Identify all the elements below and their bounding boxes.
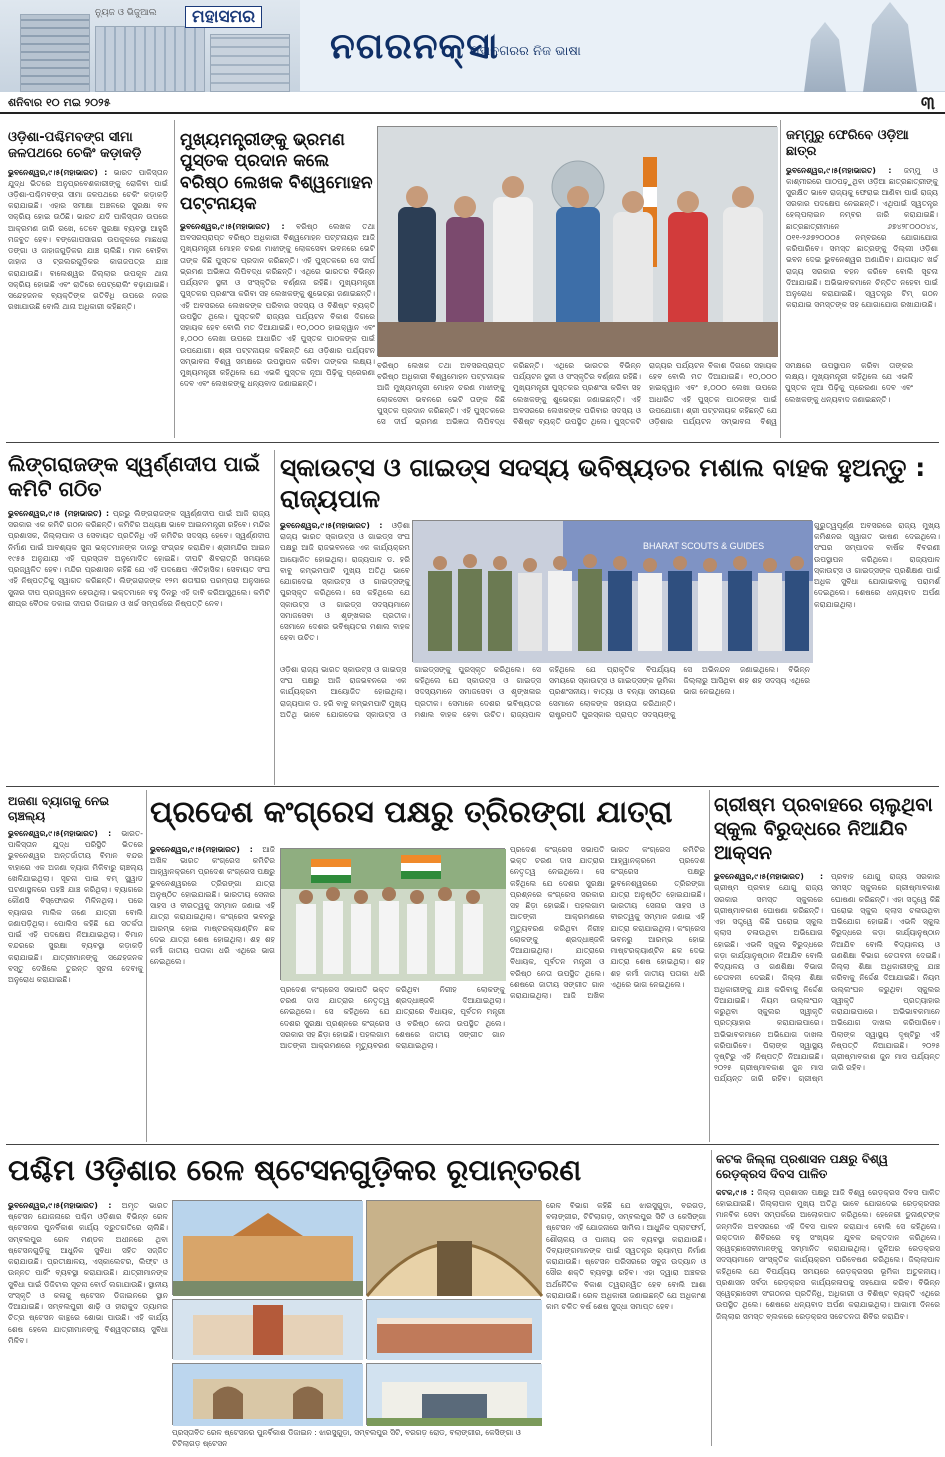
headline: ସ୍କାଉଟ୍ସ ଓ ଗାଇଡ୍ସ ସଦସ୍ୟ ଭବିଷ୍ୟତର ମଶାଲ ବାହକ ହୁଅନ୍ତୁ : ରାଜ୍ୟପାଳ: [280, 453, 926, 514]
article-lingaraj: [8, 452, 270, 782]
cm-book-release-photo: [377, 126, 777, 356]
article-book-cm-continued: ବରିଷ୍ଠ ଲେଖକ ତଥା ଅବସରପ୍ରାପ୍ତ ବରିଷ୍ଠ ଅଧିକାରୀ ବିଶ୍ୱମୋହନ ପଟ୍ଟନାୟକ ଆଜି ମୁଖ୍ୟମନ୍ତ୍ରୀ ମୋହନ ଚରଣ ମାଝୀଙ୍କୁ ଲୋକସେବା ଭବନରେ ଭେଟି ତାଙ୍କ କିଛି ପୁସ୍ତକ ପ୍ରଦାନ କରିଛନ୍ତି। ଏହି ପୁସ୍ତକରେ ସେ ଦୀର୍ଘ ଭ୍ରମଣ ଅଭିଜ୍ଞତା ଲିପିବଦ୍ଧ କରିଛନ୍ତି। ଏଥିରେ ଭାରତର ବିଭିନ୍ନ ପର୍ଯ୍ୟଟନ ସ୍ଥଳୀ ଓ ସଂସ୍କୃତିର ବର୍ଣ୍ଣନା ରହିଛି। ମୁଖ୍ୟମନ୍ତ୍ରୀ ପୁସ୍ତକର ପ୍ରଶଂସା କରିବା ସହ ଲେଖକଙ୍କୁ ଶୁଭେଚ୍ଛା ଜଣାଇଛନ୍ତି। ଏହି ଅବସରରେ ଲେଖକଙ୍କ ପରିବାର ସଦସ୍ୟ ଓ ବିଶିଷ୍ଟ ବ୍ୟକ୍ତି ଉପସ୍ଥିତ ଥିଲେ। ପୁସ୍ତକଟି ରାଜ୍ୟର ପର୍ଯ୍ୟଟନ ବିକାଶ ଦିଗରେ ସହାୟକ ହେବ ବୋଲି ମତ ଦିଆଯାଇଛି। ୧୦,୦୦୦ ହାଇକ୍ୱାନ ଏବଂ ୫,୦୦୦ ଲେଖା ଉପରେ ଆଧାରିତ ଏହି ପୁସ୍ତକ ପାଠକଙ୍କ ପାଇଁ ଉପଯୋଗୀ। ଶ୍ରୀ ପଟ୍ଟନାୟକ କହିଛନ୍ତି ଯେ ଓଡ଼ିଶାର ପର୍ଯ୍ୟଟନ ସମ୍ଭାବନା ବିଶ୍ୱ ସମକ୍ଷରେ ଉପସ୍ଥାପନ କରିବା ତାଙ୍କର ଲକ୍ଷ୍ୟ। ମୁଖ୍ୟମନ୍ତ୍ରୀ କହିଥିଲେ ଯେ ଏଭଳି ପୁସ୍ତକ ନୂଆ ପିଢ଼ିକୁ ପ୍ରେରଣା ଦେବ ଏବଂ ଲେଖକଙ୍କୁ ଧନ୍ୟବାଦ ଜଣାଇଛନ୍ତି।: [377, 361, 913, 427]
masthead-temple-illustration: [755, 0, 945, 92]
station-render-3: [172, 1299, 362, 1359]
article-body: କଟକ,୯।୫ : ଜିଲ୍ଲା ପ୍ରଶାସନ ପକ୍ଷରୁ ଆଜି ବିଶ୍ୱ ରେଡ଼କ୍ରସ ଦିବସ ପାଳିତ ହୋଇଯାଇଛି। ଜିଲ୍ଲାପାଳ ମୁଖ୍ୟ ଅତିଥି ଭାବେ ଯୋଗଦେଇ ରେଡ଼କ୍ରସର ମାନବିକ ସେବା ସମ୍ପର୍କରେ ଆଲୋକପାତ କରିଥିଲେ। ହେନେରୀ ଡୁନାଣ୍ଟଙ୍କ ଜନ୍ମଦିନ ଅବସରରେ ଏହି ଦିବସ ପାଳନ କରାଯାଏ ବୋଲି ସେ କହିଥିଲେ। ରକ୍ତଦାନ ଶିବିରରେ ବହୁ ସଂଖ୍ୟକ ଯୁବକ ରକ୍ତଦାନ କରିଥିଲେ। ସ୍ୱେଚ୍ଛାସେବୀମାନଙ୍କୁ ସମ୍ମାନିତ କରାଯାଇଥିଲା। ଜୁନିଅର ରେଡ଼କ୍ରସ ସଦସ୍ୟମାନେ ସାଂସ୍କୃତିକ କାର୍ଯ୍ୟକ୍ରମ ପରିବେଷଣ କରିଥିଲେ। ଜିଲ୍ଲାପାଳ କହିଥିଲେ ଯେ ବିପର୍ଯ୍ୟୟ ସମୟରେ ରେଡ଼କ୍ରସର ଭୂମିକା ଅତୁଳନୀୟ। ପ୍ରଶାସନ ସର୍ବଦା ରେଡ଼କ୍ରସ କାର୍ଯ୍ୟକଳାପକୁ ସହଯୋଗ କରିବ। ବିଭିନ୍ନ ସ୍ୱେଚ୍ଛାସେବୀ ସଂଗଠନର ପ୍ରତିନିଧି, ଅଧିକାରୀ ଓ ବିଶିଷ୍ଟ ବ୍ୟକ୍ତି ଏଥିରେ ଉପସ୍ଥିତ ଥିଲେ। ଶେଷରେ ଧନ୍ୟବାଦ ଅର୍ପଣ କରାଯାଇଥିଲା। ଆଗାମୀ ଦିନରେ ଜିଲ୍ଲାର ସମସ୍ତ ବ୍ଲକରେ ରେଡ଼କ୍ରସ ସଚେତନତା ଶିବିର କରାଯିବ।: [716, 1188, 940, 1321]
article-governor-col1: ଭୁବନେଶ୍ୱର,୯।୫(ମହାଭାରତ) : ଓଡ଼ିଶା ରାଜ୍ୟ ଭାରତ ସ୍କାଉଟ୍ସ ଓ ଗାଇଡ୍ସ ସଂଘ ପକ୍ଷରୁ ଆଜି ରାଜଭବନରେ ଏକ କାର୍ଯ୍ୟକ୍ରମ ଆୟୋଜିତ ହୋଇଥିଲା। ରାଜ୍ୟପାଳ ଡ. ହରି ବାବୁ କମ୍ଭମପାଟି ମୁଖ୍ୟ ଅତିଥି ଭାବେ ଯୋଗଦେଇ ସ୍କାଉଟ୍ସ ଓ ଗାଇଡ୍ସଙ୍କୁ ପୁରସ୍କୃତ କରିଥିଲେ। ସେ କହିଥିଲେ ଯେ ସ୍କାଉଟ୍ସ ଓ ଗାଇଡ୍ସ ସଦସ୍ୟମାନେ ସମାଜସେବା ଓ ଶୃଙ୍ଖଳାର ପ୍ରତୀକ। ସେମାନେ ଦେଶର ଭବିଷ୍ୟତର ମଶାଲ ବାହକ ହେବା ଉଚିତ।: [280, 521, 410, 643]
scouts-guides-event-photo: [412, 520, 812, 662]
article-railway-col3: ରେଳ ବିଭାଗ କହିଛି ଯେ ଝାରସୁଗୁଡ଼ା, ବରଗଡ଼, ବଲାଙ୍ଗୀର, ଟିଟିଲାଗଡ଼, ସମ୍ବଲପୁର ସିଟି ଓ କେସିଙ୍ଗା ଷ୍ଟେସନ ଏହି ଯୋଜନାରେ ସାମିଲ। ଆଧୁନିକ ପ୍ଲାଟଫର୍ମ, ଶୌଚାଳୟ ଓ ପାନୀୟ ଜଳ ବ୍ୟବସ୍ଥା କରାଯାଉଛି। ଦିବ୍ୟାଙ୍ଗମାନଙ୍କ ପାଇଁ ସ୍ୱତନ୍ତ୍ର ର‍୍ୟାମ୍ପ ନିର୍ମାଣ କରାଯାଉଛି। ଷ୍ଟେସନ ପରିସରରେ ସବୁଜ ଉଦ୍ୟାନ ଓ ସୌର ଶକ୍ତି ବ୍ୟବସ୍ଥା ରହିବ। ଏହା ଦ୍ୱାରା ଅଞ୍ଚଳର ଅର୍ଥନୈତିକ ବିକାଶ ତ୍ୱରାନ୍ୱିତ ହେବ ବୋଲି ଆଶା କରାଯାଉଛି। ରେଳ ଅଧିକାରୀ ଜଣାଇଛନ୍ତି ଯେ ଅଧିକାଂଶ କାମ ଚଳିତ ବର୍ଷ ଶେଷ ସୁଦ୍ଧା ସମାପ୍ତ ହେବ।: [546, 1201, 706, 1312]
article-congress-col2: ପ୍ରଦେଶ କଂଗ୍ରେସ ସଭାପତି ଭକ୍ତ ଚରଣ ଦାସ ଯାତ୍ରାର ନେତୃତ୍ୱ ନେଇଥିଲେ। ସେ କହିଥିଲେ ଯେ ଦେଶର ସୁରକ୍ଷା ପ୍ରଶ୍ନରେ କଂଗ୍ରେସ ସରକାର ସହ ଛିଡ଼ା ହୋଇଛି। ପହଲଗାମ ଆତଙ୍କୀ ଆକ୍ରମଣରେ ମୃତ୍ୟୁବରଣ କରିଥିବା ନିରୀହ ଲୋକଙ୍କୁ ଶ୍ରଦ୍ଧାଞ୍ଜଳି ଦିଆଯାଇଥିଲା। ଯାତ୍ରାରେ ବିଧାୟକ, ପୂର୍ବତନ ମନ୍ତ୍ରୀ ଓ ବରିଷ୍ଠ ନେତା ଉପସ୍ଥିତ ଥିଲେ। ଶେଷରେ ଜାତୀୟ ସଙ୍ଗୀତ ଗାନ କରାଯାଇଥିଲା।: [280, 985, 505, 1051]
headline: ମୁଖ୍ୟମନ୍ତ୍ରୀଙ୍କୁ ଭ୍ରମଣ ପୁସ୍ତକ ପ୍ରଦାନ କଲେ ବରିଷ୍ଠ ଲେଖକ ବିଶ୍ୱମୋହନ ପଟ୍ଟନାୟକ: [180, 130, 373, 214]
article-railway-headline: [8, 1152, 708, 1196]
article-body: ଭୁବନେଶ୍ୱର,୯।୫(ମହାଭାରତ) : ଭାରତ ପାକିସ୍ତାନ ଯୁଦ୍ଧ ଭିତରେ ଅନୁପ୍ରବେଶକାରୀଙ୍କୁ ରୋକିବା ପାଇଁ ଓଡ଼ିଶା-ପଶ୍ଚିମବଙ୍ଗ ସୀମା ଜଳପଥରେ ଚେକିଂ କଡ଼ାକଡ଼ି କରାଯାଇଛି। ଏହାର ସମୀକ୍ଷା ଅଞ୍ଚଳରେ ସୁରକ୍ଷା ବଳ ସକ୍ରିୟ ହୋଇ ଉଠିଛି। ଭାରତ ଯଦି ପାକିସ୍ତାନ ଉପରେ ଆକ୍ରମଣ ଜାରି ରଖେ, ତେବେ ସୁରକ୍ଷା ବ୍ୟବସ୍ଥା ଆହୁରି ମଜବୁତ ହେବ। ବଙ୍ଗୋପସାଗର ଉପକୂଳରେ ମାଛଧରା ଡଙ୍ଗା ଓ ଜାହାଜଗୁଡ଼ିକର ଯାଞ୍ଚ ଚାଲିଛି। ମାଳ ବୋହିବା ଜାହାଜ ଓ ଟ୍ରଲରଗୁଡ଼ିକର କାଗଜପତ୍ର ଯାଞ୍ଚ କରାଯାଉଛି। ବାଲେଶ୍ୱର ଜିଲ୍ଲାର ଉପକୂଳ ଥାନା ସକ୍ରିୟ ହୋଇଛି ଏବଂ ରାତିରେ ପେଟ୍ରୋଲିଂ ବଢ଼ାଯାଇଛି। ସନ୍ଦେହଜନକ ବ୍ୟକ୍ତିଙ୍କ ଗତିବିଧି ଉପରେ ନଜର ରଖାଯାଉଛି ବୋଲି ଥାନା ଅଧିକାରୀ କହିଛନ୍ତି।: [8, 167, 168, 312]
station-render-2: [366, 1200, 541, 1295]
article-body: ଭୁବନେଶ୍ୱର,୯।୫(ମହାଭାରତ) : ଭାରତ-ପାକିସ୍ତାନ ଯୁଦ୍ଧ ପରିସ୍ଥିତି ଭିତରେ ଭୁବନେଶ୍ୱର ଅନ୍ତର୍ଜାତୀୟ ବିମାନ ବନ୍ଦର ବାହାରେ ଏକ ଅଜଣା ବ୍ୟାଗ ମିଳିବାରୁ ଚାଞ୍ଚଲ୍ୟ ଖେଳିଯାଇଥିଲା। ସୂଚନା ପାଇ ବମ୍ ସ୍କ୍ୱାଡ ଘଟଣାସ୍ଥଳରେ ପହଞ୍ଚି ଯାଞ୍ଚ କରିଥିଲା। ବ୍ୟାଗରେ କୌଣସି ବିସ୍ଫୋରକ ମିଳିନଥିଲା। ପରେ ବ୍ୟାଗର ମାଲିକ ଜଣେ ଯାତ୍ରୀ ବୋଲି ଜଣାପଡ଼ିଥିଲା। ପୋଲିସ କହିଛି ଯେ ସତର୍କତା ପାଇଁ ଏହି ପଦକ୍ଷେପ ନିଆଯାଇଥିଲା। ବିମାନ ବନ୍ଦରରେ ସୁରକ୍ଷା ବ୍ୟବସ୍ଥା କଡ଼ାକଡ଼ି କରାଯାଇଛି। ଯାତ୍ରୀମାନଙ୍କୁ ସନ୍ଦେହଜନକ ବସ୍ତୁ ଦେଖିଲେ ତୁରନ୍ତ ସୂଚନା ଦେବାକୁ ଅନୁରୋଧ କରାଯାଇଛି।: [8, 829, 143, 985]
date-bar: [0, 92, 945, 114]
station-render-1: [172, 1200, 362, 1295]
headline: ଲିଙ୍ଗରାଜଙ୍କ ସ୍ୱର୍ଣ୍ଣଦୀପ ପାଇଁ କମିଟି ଗଠିତ: [8, 452, 260, 501]
article-congress-headline: [150, 794, 705, 840]
headline: ଗ୍ରୀଷ୍ମ ପ୍ରବାହରେ ଚାଲୁଥିବା ସ୍କୁଲ ବିରୁଦ୍ଧରେ ନିଆଯିବ ଆକ୍ସନ: [714, 794, 933, 864]
headline: କଟକ ଜିଲ୍ଲା ପ୍ରଶାସନ ପକ୍ଷରୁ ବିଶ୍ୱ ରେଡ଼କ୍ରସ ଦିବସ ପାଳିତ: [716, 1152, 888, 1181]
station-render-4: [366, 1299, 541, 1359]
article-congress-col3: ପ୍ରଦେଶ କଂଗ୍ରେସ ସଭାପତି ଭକ୍ତ ଚରଣ ଦାସ ଯାତ୍ରାର ନେତୃତ୍ୱ ନେଇଥିଲେ। ସେ କହିଥିଲେ ଯେ ଦେଶର ସୁରକ୍ଷା ପ୍ରଶ୍ନରେ କଂଗ୍ରେସ ସରକାର ସହ ଛିଡ଼ା ହୋଇଛି। ପହଲଗାମ ଆତଙ୍କୀ ଆକ୍ରମଣରେ ମୃତ୍ୟୁବରଣ କରିଥିବା ନିରୀହ ଲୋକଙ୍କୁ ଶ୍ରଦ୍ଧାଞ୍ଜଳି ଦିଆଯାଇଥିଲା। ଯାତ୍ରାରେ ବିଧାୟକ, ପୂର୍ବତନ ମନ୍ତ୍ରୀ ଓ ବରିଷ୍ଠ ନେତା ଉପସ୍ଥିତ ଥିଲେ। ଶେଷରେ ଜାତୀୟ ସଙ୍ଗୀତ ଗାନ କରାଯାଇଥିଲା। ଆଜି ଅଖିଳ ଭାରତ କଂଗ୍ରେସ କମିଟିର ଆହ୍ୱାନକ୍ରମେ ପ୍ରଦେଶ କଂଗ୍ରେସ ପକ୍ଷରୁ ଭୁବନେଶ୍ୱରରେ ତ୍ରିରଙ୍ଗା ଯାତ୍ରା ଅନୁଷ୍ଠିତ ହୋଇଯାଇଛି। ଭାରତୀୟ ସେନାର ସାହସ ଓ ବୀରତ୍ୱକୁ ସମ୍ମାନ ଜଣାଇ ଏହି ଯାତ୍ରା କରାଯାଇଥିଲା। କଂଗ୍ରେସ ଭବନରୁ ଆରମ୍ଭ ହୋଇ ମାଷ୍ଟରକ୍ୟାଣ୍ଟିନ ଛକ ଦେଇ ଯାତ୍ରା ଶେଷ ହୋଇଥିଲା। ଶହ ଶହ କର୍ମୀ ଜାତୀୟ ପତାକା ଧରି ଏଥିରେ ଭାଗ ନେଇଥିଲେ।: [510, 845, 705, 1001]
station-render-6: [366, 1363, 541, 1425]
railway-photo-caption: ପ୍ରସ୍ତାବିତ ରେଳ ଷ୍ଟେସନର ପୁନର୍ବିକାଶ ଡିଜାଇନ : ଝାରସୁଗୁଡ଼ା, ସମ୍ବଲପୁର ସିଟି, ବରଗଡ଼ ରୋଡ, ବଲାଙ୍ଗୀର, କେସିଙ୍ଗା ଓ ଟିଟିଲାଗଡ଼ ଷ୍ଟେସନ: [172, 1428, 521, 1448]
masthead: [0, 0, 945, 92]
article-body: ଭୁବନେଶ୍ୱର,୯।୫(ମହାଭାରତ) : ଗ୍ରୀଷ୍ମ ପ୍ରବାହ ଯୋଗୁ ରାଜ୍ୟ ସରକାର ସମସ୍ତ ସ୍କୁଲରେ ଗ୍ରୀଷ୍ମାବକାଶ ଘୋଷଣା କରିଛନ୍ତି। ଏହା ସତ୍ତ୍ୱେ କିଛି ଘରୋଇ ସ୍କୁଲ କ୍ଲାସ ଚଳାଉଥିବା ଅଭିଯୋଗ ହୋଇଛି। ଏଭଳି ସ୍କୁଲ ବିରୁଦ୍ଧରେ କଡ଼ା କାର୍ଯ୍ୟାନୁଷ୍ଠାନ ନିଆଯିବ ବୋଲି ବିଦ୍ୟାଳୟ ଓ ଗଣଶିକ୍ଷା ବିଭାଗ ଚେତାବନୀ ଦେଇଛି। ଜିଲ୍ଲା ଶିକ୍ଷା ଅଧିକାରୀଙ୍କୁ ଯାଞ୍ଚ କରିବାକୁ ନିର୍ଦ୍ଦେଶ ଦିଆଯାଇଛି। ନିୟମ ଉଲ୍ଲଂଘନ କରୁଥିବା ସ୍କୁଲର ସ୍ୱୀକୃତି ପ୍ରତ୍ୟାହାର କରାଯାଇପାରେ। ଅଭିଭାବକମାନେ ଅଭିଯୋଗ ଦାଖଲ କରିପାରିବେ। ପିଲାଙ୍କ ସ୍ୱାସ୍ଥ୍ୟ ଦୃଷ୍ଟିରୁ ଏହି ନିଷ୍ପତ୍ତି ନିଆଯାଇଛି। ୨୦୨୫ ଗ୍ରୀଷ୍ମାବକାଶ ଜୁନ ମାସ ପର୍ଯ୍ୟନ୍ତ ଜାରି ରହିବ। ଗ୍ରୀଷ୍ମ ପ୍ରବାହ ଯୋଗୁ ରାଜ୍ୟ ସରକାର ସମସ୍ତ ସ୍କୁଲରେ ଗ୍ରୀଷ୍ମାବକାଶ ଘୋଷଣା କରିଛନ୍ତି। ଏହା ସତ୍ତ୍ୱେ କିଛି ଘରୋଇ ସ୍କୁଲ କ୍ଲାସ ଚଳାଉଥିବା ଅଭିଯୋଗ ହୋଇଛି। ଏଭଳି ସ୍କୁଲ ବିରୁଦ୍ଧରେ କଡ଼ା କାର୍ଯ୍ୟାନୁଷ୍ଠାନ ନିଆଯିବ ବୋଲି ବିଦ୍ୟାଳୟ ଓ ଗଣଶିକ୍ଷା ବିଭାଗ ଚେତାବନୀ ଦେଇଛି। ଜିଲ୍ଲା ଶିକ୍ଷା ଅଧିକାରୀଙ୍କୁ ଯାଞ୍ଚ କରିବାକୁ ନିର୍ଦ୍ଦେଶ ଦିଆଯାଇଛି। ନିୟମ ଉଲ୍ଲଂଘନ କରୁଥିବା ସ୍କୁଲର ସ୍ୱୀକୃତି ପ୍ରତ୍ୟାହାର କରାଯାଇପାରେ। ଅଭିଭାବକମାନେ ଅଭିଯୋଗ ଦାଖଲ କରିପାରିବେ। ପିଲାଙ୍କ ସ୍ୱାସ୍ଥ୍ୟ ଦୃଷ୍ଟିରୁ ଏହି ନିଷ୍ପତ୍ତି ନିଆଯାଇଛି। ୨୦୨୫ ଗ୍ରୀଷ୍ମାବକାଶ ଜୁନ ମାସ ପର୍ଯ୍ୟନ୍ତ ଜାରି ରହିବ।: [714, 872, 940, 1084]
newspaper-logo: ମହାସମର: [185, 6, 262, 28]
issue-date: ଶନିବାର ୧୦ ମଇ ୨୦୨୫: [8, 96, 111, 109]
article-unknown-bag: [8, 794, 143, 1139]
section-title: ନଗରନକ୍ସା: [330, 26, 499, 67]
article-governor-headline: [280, 452, 940, 514]
article-congress-col1: ଭୁବନେଶ୍ୱର,୯।୫(ମହାଭାରତ) : ଆଜି ଅଖିଳ ଭାରତ କଂଗ୍ରେସ କମିଟିର ଆହ୍ୱାନକ୍ରମେ ପ୍ରଦେଶ କଂଗ୍ରେସ ପକ୍ଷରୁ ଭୁବନେଶ୍ୱରରେ ତ୍ରିରଙ୍ଗା ଯାତ୍ରା ଅନୁଷ୍ଠିତ ହୋଇଯାଇଛି। ଭାରତୀୟ ସେନାର ସାହସ ଓ ବୀରତ୍ୱକୁ ସମ୍ମାନ ଜଣାଇ ଏହି ଯାତ୍ରା କରାଯାଇଥିଲା। କଂଗ୍ରେସ ଭବନରୁ ଆରମ୍ଭ ହୋଇ ମାଷ୍ଟରକ୍ୟାଣ୍ଟିନ ଛକ ଦେଇ ଯାତ୍ରା ଶେଷ ହୋଇଥିଲା। ଶହ ଶହ କର୍ମୀ ଜାତୀୟ ପତାକା ଧରି ଏଥିରେ ଭାଗ ନେଇଥିଲେ।: [150, 845, 275, 967]
article-body: ଭୁବନେଶ୍ୱର,୯।୫(ମହାଭାରତ) : ଜମ୍ମୁ ଓ କାଶ୍ମୀରରେ ପାଠପଢ଼ୁଥିବା ଓଡ଼ିଆ ଛାତ୍ରଛାତ୍ରୀଙ୍କୁ ସୁରକ୍ଷିତ ଭାବେ ରାଜ୍ୟକୁ ଫେରାଇ ଆଣିବା ପାଇଁ ରାଜ୍ୟ ସରକାର ପଦକ୍ଷେପ ନେଇଛନ୍ତି। ଏଥିପାଇଁ ସ୍ୱତନ୍ତ୍ର ହେଲ୍ପଲାଇନ ନମ୍ବର ଜାରି କରାଯାଇଛି। ଛାତ୍ରଛାତ୍ରୀମାନେ ୬୭୪୨୮୦୦୦୪୪, ୦୧୧-୨୬୭୨୦୦୦୫ ନମ୍ବରରେ ଯୋଗାଯୋଗ କରିପାରିବେ। ସମସ୍ତ ଛାତ୍ରଙ୍କୁ ଦିଲ୍ଲୀ ଓଡ଼ିଶା ଭବନ ଦେଇ ଭୁବନେଶ୍ୱର ଅଣାଯିବ। ଯାତାୟାତ ଖର୍ଚ୍ଚ ରାଜ୍ୟ ସରକାର ବହନ କରିବେ ବୋଲି ସୂଚନା ଦିଆଯାଇଛି। ଅଭିଭାବକମାନେ ଚିନ୍ତିତ ନହେବା ପାଇଁ ଅନୁରୋଧ କରାଯାଇଛି। ସ୍ୱତନ୍ତ୍ର ଟିମ୍ ଗଠନ କରାଯାଇ ସମସ୍ତଙ୍କ ସହ ଯୋଗାଯୋଗ ରଖାଯାଉଛି।: [786, 165, 938, 310]
article-body: ଭୁବନେଶ୍ୱର,୯।୫(ମହାଭାରତ) : ବରିଷ୍ଠ ଲେଖକ ତଥା ଅବସରପ୍ରାପ୍ତ ବରିଷ୍ଠ ଅଧିକାରୀ ବିଶ୍ୱମୋହନ ପଟ୍ଟନାୟକ ଆଜି ମୁଖ୍ୟମନ୍ତ୍ରୀ ମୋହନ ଚରଣ ମାଝୀଙ୍କୁ ଲୋକସେବା ଭବନରେ ଭେଟି ତାଙ୍କ କିଛି ପୁସ୍ତକ ପ୍ରଦାନ କରିଛନ୍ତି। ଏହି ପୁସ୍ତକରେ ସେ ଦୀର୍ଘ ଭ୍ରମଣ ଅଭିଜ୍ଞତା ଲିପିବଦ୍ଧ କରିଛନ୍ତି। ଏଥିରେ ଭାରତର ବିଭିନ୍ନ ପର୍ଯ୍ୟଟନ ସ୍ଥଳୀ ଓ ସଂସ୍କୃତିର ବର୍ଣ୍ଣନା ରହିଛି। ମୁଖ୍ୟମନ୍ତ୍ରୀ ପୁସ୍ତକର ପ୍ରଶଂସା କରିବା ସହ ଲେଖକଙ୍କୁ ଶୁଭେଚ୍ଛା ଜଣାଇଛନ୍ତି। ଏହି ଅବସରରେ ଲେଖକଙ୍କ ପରିବାର ସଦସ୍ୟ ଓ ବିଶିଷ୍ଟ ବ୍ୟକ୍ତି ଉପସ୍ଥିତ ଥିଲେ। ପୁସ୍ତକଟି ରାଜ୍ୟର ପର୍ଯ୍ୟଟନ ବିକାଶ ଦିଗରେ ସହାୟକ ହେବ ବୋଲି ମତ ଦିଆଯାଇଛି। ୧୦,୦୦୦ ହାଇକ୍ୱାନ ଏବଂ ୫,୦୦୦ ଲେଖା ଉପରେ ଆଧାରିତ ଏହି ପୁସ୍ତକ ପାଠକଙ୍କ ପାଇଁ ଉପଯୋଗୀ। ଶ୍ରୀ ପଟ୍ଟନାୟକ କହିଛନ୍ତି ଯେ ଓଡ଼ିଶାର ପର୍ଯ୍ୟଟନ ସମ୍ଭାବନା ବିଶ୍ୱ ସମକ୍ଷରେ ଉପସ୍ଥାପନ କରିବା ତାଙ୍କର ଲକ୍ଷ୍ୟ। ମୁଖ୍ୟମନ୍ତ୍ରୀ କହିଥିଲେ ଯେ ଏଭଳି ପୁସ୍ତକ ନୂଆ ପିଢ଼ିକୁ ପ୍ରେରଣା ଦେବ ଏବଂ ଲେଖକଙ୍କୁ ଧନ୍ୟବାଦ ଜଣାଇଛନ୍ତି।: [180, 222, 375, 389]
headline: ପଶ୍ଚିମ ଓଡ଼ିଶାର ରେଳ ଷ୍ଟେସନଗୁଡ଼ିକର ରୂପାନ୍ତରଣ: [8, 1153, 582, 1187]
headline: ପ୍ରଦେଶ କଂଗ୍ରେସ ପକ୍ଷରୁ ତ୍ରିରଙ୍ଗା ଯାତ୍ରା: [150, 795, 673, 830]
logo-subtitle: ନ୍ୟୁଜ ଓ ଭିଜୁଆଲ: [95, 8, 157, 18]
article-border-checking: [8, 130, 168, 435]
svg-text:BHARAT SCOUTS & GUIDES: BHARAT SCOUTS & GUIDES: [643, 541, 765, 551]
page-number: ୩: [920, 93, 935, 114]
station-render-5: [172, 1363, 362, 1425]
article-railway-col1: ଭୁବନେଶ୍ୱର,୯।୫(ମହାଭାରତ) : ଅମୃତ ଭାରତ ଷ୍ଟେସନ ଯୋଜନାରେ ପଶ୍ଚିମ ଓଡ଼ିଶାର ବିଭିନ୍ନ ରେଳ ଷ୍ଟେସନର ପୁନର୍ବିକାଶ କାର୍ଯ୍ୟ ଦ୍ରୁତଗତିରେ ଚାଲିଛି। ସମ୍ବଲପୁର ରେଳ ମଣ୍ଡଳ ଅଧୀନରେ ଥିବା ଷ୍ଟେସନଗୁଡ଼ିକୁ ଆଧୁନିକ ସୁବିଧା ସହିତ ସଜ୍ଜିତ କରାଯାଉଛି। ପ୍ରତୀକ୍ଷାଳୟ, ଏସ୍କାଲେଟର, ଲିଫ୍ଟ ଓ ଉନ୍ନତ ପାର୍କିଂ ବ୍ୟବସ୍ଥା କରାଯାଉଛି। ଯାତ୍ରୀମାନଙ୍କ ସୁବିଧା ପାଇଁ ଡିଜିଟାଲ ସୂଚନା ବୋର୍ଡ ଲଗାଯାଉଛି। ସ୍ଥାନୀୟ ସଂସ୍କୃତି ଓ କଳାକୁ ଷ୍ଟେସନ ଡିଜାଇନରେ ସ୍ଥାନ ଦିଆଯାଇଛି। ସମ୍ବଲପୁରୀ ଶାଢ଼ି ଓ ହୀରାକୁଦ ଡ୍ୟାମର ଚିତ୍ର ଷ୍ଟେସନ କାନ୍ଥରେ ଶୋଭା ପାଉଛି। ଏହି କାର୍ଯ୍ୟ ଶେଷ ହେଲେ ଯାତ୍ରୀମାନଙ୍କୁ ବିଶ୍ୱସ୍ତରୀୟ ସୁବିଧା ମିଳିବ।: [8, 1201, 168, 1345]
article-summer-school: [714, 794, 940, 1139]
article-students-return: [786, 128, 938, 438]
headline: ଜମ୍ମୁରୁ ଫେରିବେ ଓଡ଼ିଆ ଛାତ୍ର: [786, 128, 909, 160]
article-book-cm: [180, 130, 375, 435]
headline: ଅଜଣା ବ୍ୟାଗକୁ ନେଇ ଚାଞ୍ଚଲ୍ୟ: [8, 794, 110, 823]
tiranga-yatra-photo: [280, 848, 505, 980]
article-governor-bottom: ଓଡ଼ିଶା ରାଜ୍ୟ ଭାରତ ସ୍କାଉଟ୍ସ ଓ ଗାଇଡ୍ସ ସଂଘ ପକ୍ଷରୁ ଆଜି ରାଜଭବନରେ ଏକ କାର୍ଯ୍ୟକ୍ରମ ଆୟୋଜିତ ହୋଇଥିଲା। ରାଜ୍ୟପାଳ ଡ. ହରି ବାବୁ କମ୍ଭମପାଟି ମୁଖ୍ୟ ଅତିଥି ଭାବେ ଯୋଗଦେଇ ସ୍କାଉଟ୍ସ ଓ ଗାଇଡ୍ସଙ୍କୁ ପୁରସ୍କୃତ କରିଥିଲେ। ସେ କହିଥିଲେ ଯେ ସ୍କାଉଟ୍ସ ଓ ଗାଇଡ୍ସ ସଦସ୍ୟମାନେ ସମାଜସେବା ଓ ଶୃଙ୍ଖଳାର ପ୍ରତୀକ। ସେମାନେ ଦେଶର ଭବିଷ୍ୟତର ମଶାଲ ବାହକ ହେବା ଉଚିତ। ରାଜ୍ୟପାଳ କହିଥିଲେ ଯେ ପ୍ରାକୃତିକ ବିପର୍ଯ୍ୟୟ ସମୟରେ ସ୍କାଉଟ୍ସ ଓ ଗାଇଡ୍ସଙ୍କ ଭୂମିକା ପ୍ରଶଂସନୀୟ। ବାତ୍ୟା ଓ ବନ୍ୟା ସମୟରେ ସେମାନେ ଲୋକଙ୍କ ସହାୟତା କରିଥାନ୍ତି। ରାଷ୍ଟ୍ରପତି ପୁରସ୍କାର ପ୍ରାପ୍ତ ସଦସ୍ୟଙ୍କୁ ସେ ଅଭିନନ୍ଦନ ଜଣାଇଥିଲେ। ବିଭିନ୍ନ ଜିଲ୍ଲାରୁ ଆସିଥିବା ଶହ ଶହ ସଦସ୍ୟ ଏଥିରେ ଭାଗ ନେଇଥିଲେ।: [280, 665, 810, 719]
headline: ଓଡ଼ିଶା-ପଶ୍ଚିମବଙ୍ଗ ସୀମା ଜଳପଥରେ ଚେକିଂ କଡ଼ାକଡ଼ି: [8, 130, 142, 162]
article-governor-col-right: ଗୁରୁତ୍ୱପୂର୍ଣ୍ଣ ଅବସରରେ ରାଜ୍ୟ ମୁଖ୍ୟ କମିଶନର ସ୍ୱାଗତ ଭାଷଣ ଦେଇଥିଲେ। ସଂଘର ସମ୍ପାଦକ ବାର୍ଷିକ ବିବରଣୀ ଉପସ୍ଥାପନ କରିଥିଲେ। ରାଜ୍ୟପାଳ ସ୍କାଉଟ୍ସ ଓ ଗାଇଡ୍ସଙ୍କ ପ୍ରଶିକ୍ଷଣ ପାଇଁ ଅଧିକ ସୁବିଧା ଯୋଗାଇବାକୁ ପରାମର୍ଶ ଦେଇଥିଲେ। ଶେଷରେ ଧନ୍ୟବାଦ ଅର୍ପଣ କରାଯାଇଥିଲା।: [814, 521, 940, 609]
article-redcross-day: [716, 1152, 940, 1447]
section-tagline: ମହାନଗରର ନିଜ ଭାଷା: [470, 44, 581, 59]
article-body: ଭୁବନେଶ୍ୱର,୯।୫ (ମହାଭାରତ) : ପ୍ରଭୁ ଲିଙ୍ଗରାଜଙ୍କ ସ୍ୱର୍ଣ୍ଣଦୀପ ପାଇଁ ଆଜି ରାଜ୍ୟ ସରକାର ଏକ କମିଟି ଗଠନ କରିଛନ୍ତି। କମିଟିର ଅଧ୍ୟକ୍ଷ ଭାବେ ଆଇନମନ୍ତ୍ରୀ ରହିବେ। ମନ୍ଦିର ପ୍ରଶାସକ, ଜିଲ୍ଲାପାଳ ଓ ସେବାୟତ ପ୍ରତିନିଧି ଏହି କମିଟିର ସଦସ୍ୟ ହେବେ। ସ୍ୱର୍ଣ୍ଣଦୀପ ନିର୍ମାଣ ପାଇଁ ଆବଶ୍ୟକ ସୁନା ଭକ୍ତମାନଙ୍କ ଦାନରୁ ସଂଗ୍ରହ କରାଯିବ। ଶ୍ରୀମନ୍ଦିର ଆଇନ ୧୯୫୫ ଅନୁଯାୟୀ ଏହି ପ୍ରସ୍ତାବ ଅନୁମୋଦିତ ହୋଇଛି। ଦୀପଟି ଶିବରାତ୍ରି ସମୟରେ ପ୍ରଜ୍ୱଳିତ ହେବ। ମନ୍ଦିର ପ୍ରଶାସନ କହିଛି ଯେ ଏହି ପଦକ୍ଷେପ ଐତିହାସିକ। ସେବାୟତ ସଂଘ ଏହି ନିଷ୍ପତ୍ତିକୁ ସ୍ୱାଗତ କରିଛନ୍ତି। ଲିଙ୍ଗରାଜଙ୍କ ୧୨ମ ଶତାବ୍ଦୀର ପରମ୍ପରା ଅନୁସାରେ ସୁନାର ଦୀପ ପ୍ରଜ୍ୱଳନ ହେଉଥିଲା। ଭକ୍ତମାନେ ବହୁ ଦିନରୁ ଏହି ଦାବି କରିଆସୁଥିଲେ। କମିଟି ଶୀଘ୍ର ବୈଠକ ଡକାଇ ଦୀପର ଡିଜାଇନ ଓ ଖର୍ଚ୍ଚ ସମ୍ପର୍କରେ ନିଷ୍ପତ୍ତି ନେବ।: [8, 509, 270, 608]
